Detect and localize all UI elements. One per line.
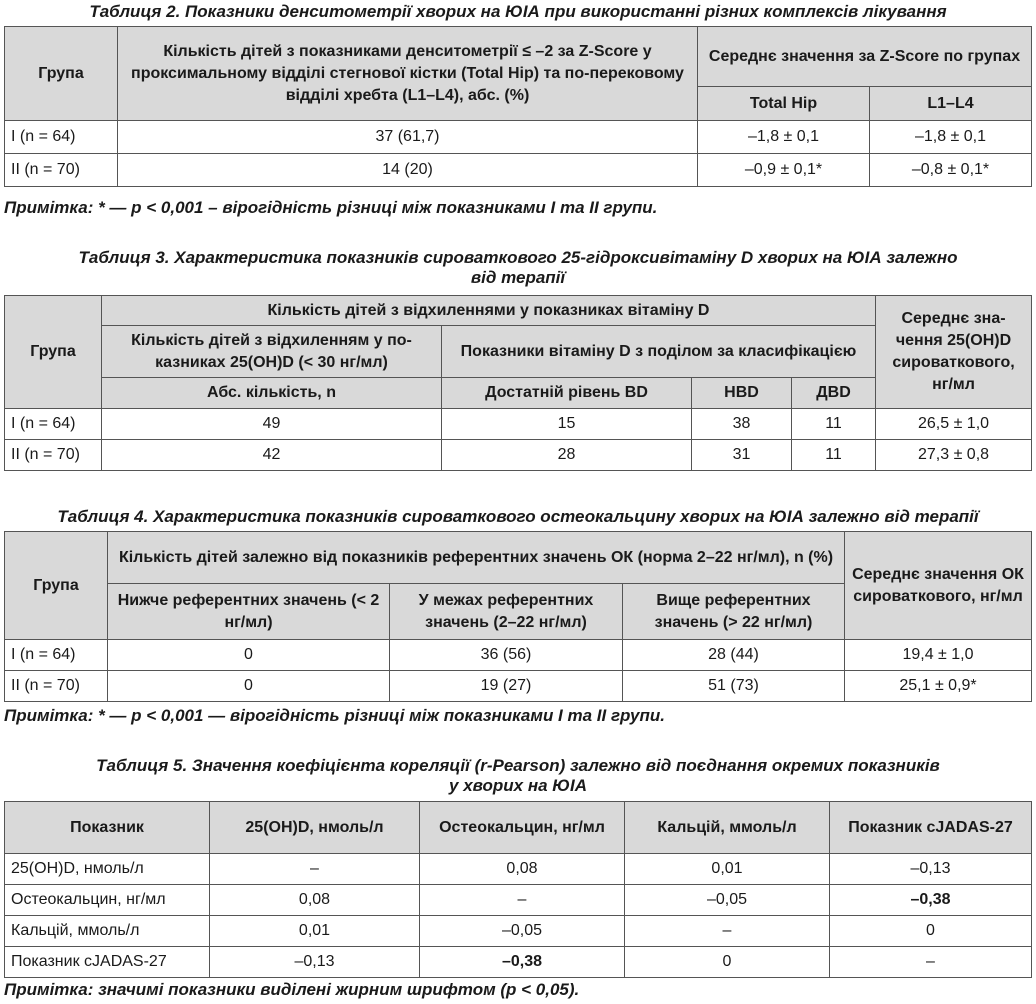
table5-note: Примітка: значимі показники виділені жирним шрифтом (p < 0,05).	[4, 980, 580, 999]
mean-cell: 19,4 ± 1,0	[845, 640, 1032, 671]
mean-cell: 25,1 ± 0,9*	[845, 671, 1032, 702]
table2-header-l1-l4: L1–L4	[870, 87, 1032, 121]
table4-header-top: Кількість дітей залежно від показників референтних значень ОК (норма 2–22 нг/мл), n (%)	[108, 532, 845, 584]
value-cell: –0,05	[625, 885, 830, 916]
value-cell: –	[830, 947, 1032, 978]
nbd-cell: 31	[692, 440, 792, 471]
table3-header-top: Кількість дітей з відхиленнями у показниках вітаміну D	[102, 296, 876, 326]
value-cell: –0,13	[210, 947, 420, 978]
value-cell: –	[625, 916, 830, 947]
group-cell: І (n = 64)	[5, 409, 102, 440]
table-row	[5, 885, 1032, 916]
table5-header-indicator: Показник	[5, 802, 210, 854]
group-cell: І (n = 64)	[5, 121, 118, 154]
table5	[4, 801, 1032, 978]
abs-cell: 49	[102, 409, 442, 440]
table3-header-abs: Абс. кількість, n	[102, 378, 442, 409]
table4	[4, 531, 1032, 702]
l1-l4-cell: –1,8 ± 0,1	[870, 121, 1032, 154]
table2-header-mean: Середнє значення за Z-Score по групах	[698, 27, 1032, 87]
group-cell: ІІ (n = 70)	[5, 154, 118, 187]
value-cell: 0,01	[210, 916, 420, 947]
row-label-cell: Кальцій, ммоль/л	[5, 916, 210, 947]
table2-note: Примітка: * — p < 0,001 – вірогідність різниці між показниками І та ІІ групи.	[4, 198, 658, 217]
table4-header-mean: Середнє значення ОК сироваткового, нг/мл	[845, 532, 1032, 640]
table2-caption: Таблиця 2. Показники денситометрії хворих на ЮІА при використанні різних комплексів лікування	[89, 2, 947, 21]
dbd-cell: 11	[792, 440, 876, 471]
table5-caption-line2: у хворих на ЮІА	[449, 776, 587, 795]
table3-header-deviation: Кількість дітей з відхиленням у по-казниках 25(OH)D (< 30 нг/мл)	[102, 326, 442, 378]
group-cell: ІІ (n = 70)	[5, 671, 108, 702]
mean-cell: 26,5 ± 1,0	[876, 409, 1032, 440]
table5-caption-line1: Таблиця 5. Значення коефіцієнта кореляції (r-Pearson) залежно від поєднання окремих показників	[96, 756, 940, 775]
group-cell: ІІ (n = 70)	[5, 440, 102, 471]
table5-header-calcium: Кальцій, ммоль/л	[625, 802, 830, 854]
table3-header-dbd: ДBD	[792, 378, 876, 409]
dbd-cell: 11	[792, 409, 876, 440]
nbd-cell: 38	[692, 409, 792, 440]
table3-caption-line2: від терапії	[470, 268, 566, 287]
table5-header-osteocalcin: Остеокальцин, нг/мл	[420, 802, 625, 854]
abs-cell: 42	[102, 440, 442, 471]
value-cell: 0,08	[210, 885, 420, 916]
table-row	[5, 854, 1032, 885]
table2-header-count: Кількість дітей з показниками денситометрії ≤ –2 за Z-Score у проксимальному відділі стегнової кістки (Total Hip) та по-перековому відділі хребта (L1–L4), абс. (%)	[118, 27, 698, 121]
below-cell: 0	[108, 640, 390, 671]
table-row	[5, 154, 1032, 187]
row-label-cell: 25(OH)D, нмоль/л	[5, 854, 210, 885]
below-cell: 0	[108, 671, 390, 702]
table4-header-group: Група	[5, 532, 108, 640]
table-row	[5, 440, 1032, 471]
value-cell: 0,08	[420, 854, 625, 885]
above-cell: 28 (44)	[623, 640, 845, 671]
table3-header-classification: Показники вітаміну D з поділом за класифікацією	[442, 326, 876, 378]
table2-header-group: Група	[5, 27, 118, 121]
table3-header-mean: Середнє зна-чення 25(OH)D сироваткового, нг/мл	[876, 296, 1032, 409]
table-row	[5, 671, 1032, 702]
table3-caption-line1: Таблиця 3. Характеристика показників сироваткового 25-гідроксивітаміну D хворих на ЮІА залежно	[78, 248, 958, 267]
value-cell: 0	[625, 947, 830, 978]
table4-note: Примітка: * — p < 0,001 — вірогідність різниці між показниками І та ІІ групи.	[4, 706, 665, 725]
table4-header-above: Вище референтних значень (> 22 нг/мл)	[623, 584, 845, 640]
table4-header-within: У межах референтних значень (2–22 нг/мл)	[390, 584, 623, 640]
value-cell: 0	[830, 916, 1032, 947]
mean-cell: 27,3 ± 0,8	[876, 440, 1032, 471]
table3	[4, 295, 1032, 471]
total-hip-cell: –0,9 ± 0,1*	[698, 154, 870, 187]
group-cell: І (n = 64)	[5, 640, 108, 671]
row-label-cell: Остеокальцин, нг/мл	[5, 885, 210, 916]
within-cell: 19 (27)	[390, 671, 623, 702]
total-hip-cell: –1,8 ± 0,1	[698, 121, 870, 154]
significant-value-cell: –0,38	[830, 885, 1032, 916]
table5-header-cjadas: Показник cJADAS-27	[830, 802, 1032, 854]
value-cell: –0,13	[830, 854, 1032, 885]
table5-header-25ohd: 25(OH)D, нмоль/л	[210, 802, 420, 854]
table2-header-total-hip: Total Hip	[698, 87, 870, 121]
table-row	[5, 121, 1032, 154]
sufficient-cell: 15	[442, 409, 692, 440]
table3-header-nbd: НBD	[692, 378, 792, 409]
value-cell: –	[420, 885, 625, 916]
l1-l4-cell: –0,8 ± 0,1*	[870, 154, 1032, 187]
count-cell: 37 (61,7)	[118, 121, 698, 154]
table3-header-group: Група	[5, 296, 102, 409]
above-cell: 51 (73)	[623, 671, 845, 702]
table2	[4, 26, 1032, 187]
value-cell: 0,01	[625, 854, 830, 885]
table-row	[5, 640, 1032, 671]
table-row	[5, 409, 1032, 440]
significant-value-cell: –0,38	[420, 947, 625, 978]
table3-header-sufficient: Достатній рівень BD	[442, 378, 692, 409]
value-cell: –0,05	[420, 916, 625, 947]
table4-header-below: Нижче референтних значень (< 2 нг/мл)	[108, 584, 390, 640]
table-row	[5, 947, 1032, 978]
table4-caption: Таблиця 4. Характеристика показників сироваткового остеокальцину хворих на ЮІА залежно від терапії	[57, 507, 979, 526]
row-label-cell: Показник cJADAS-27	[5, 947, 210, 978]
sufficient-cell: 28	[442, 440, 692, 471]
within-cell: 36 (56)	[390, 640, 623, 671]
table-row	[5, 916, 1032, 947]
count-cell: 14 (20)	[118, 154, 698, 187]
value-cell: –	[210, 854, 420, 885]
